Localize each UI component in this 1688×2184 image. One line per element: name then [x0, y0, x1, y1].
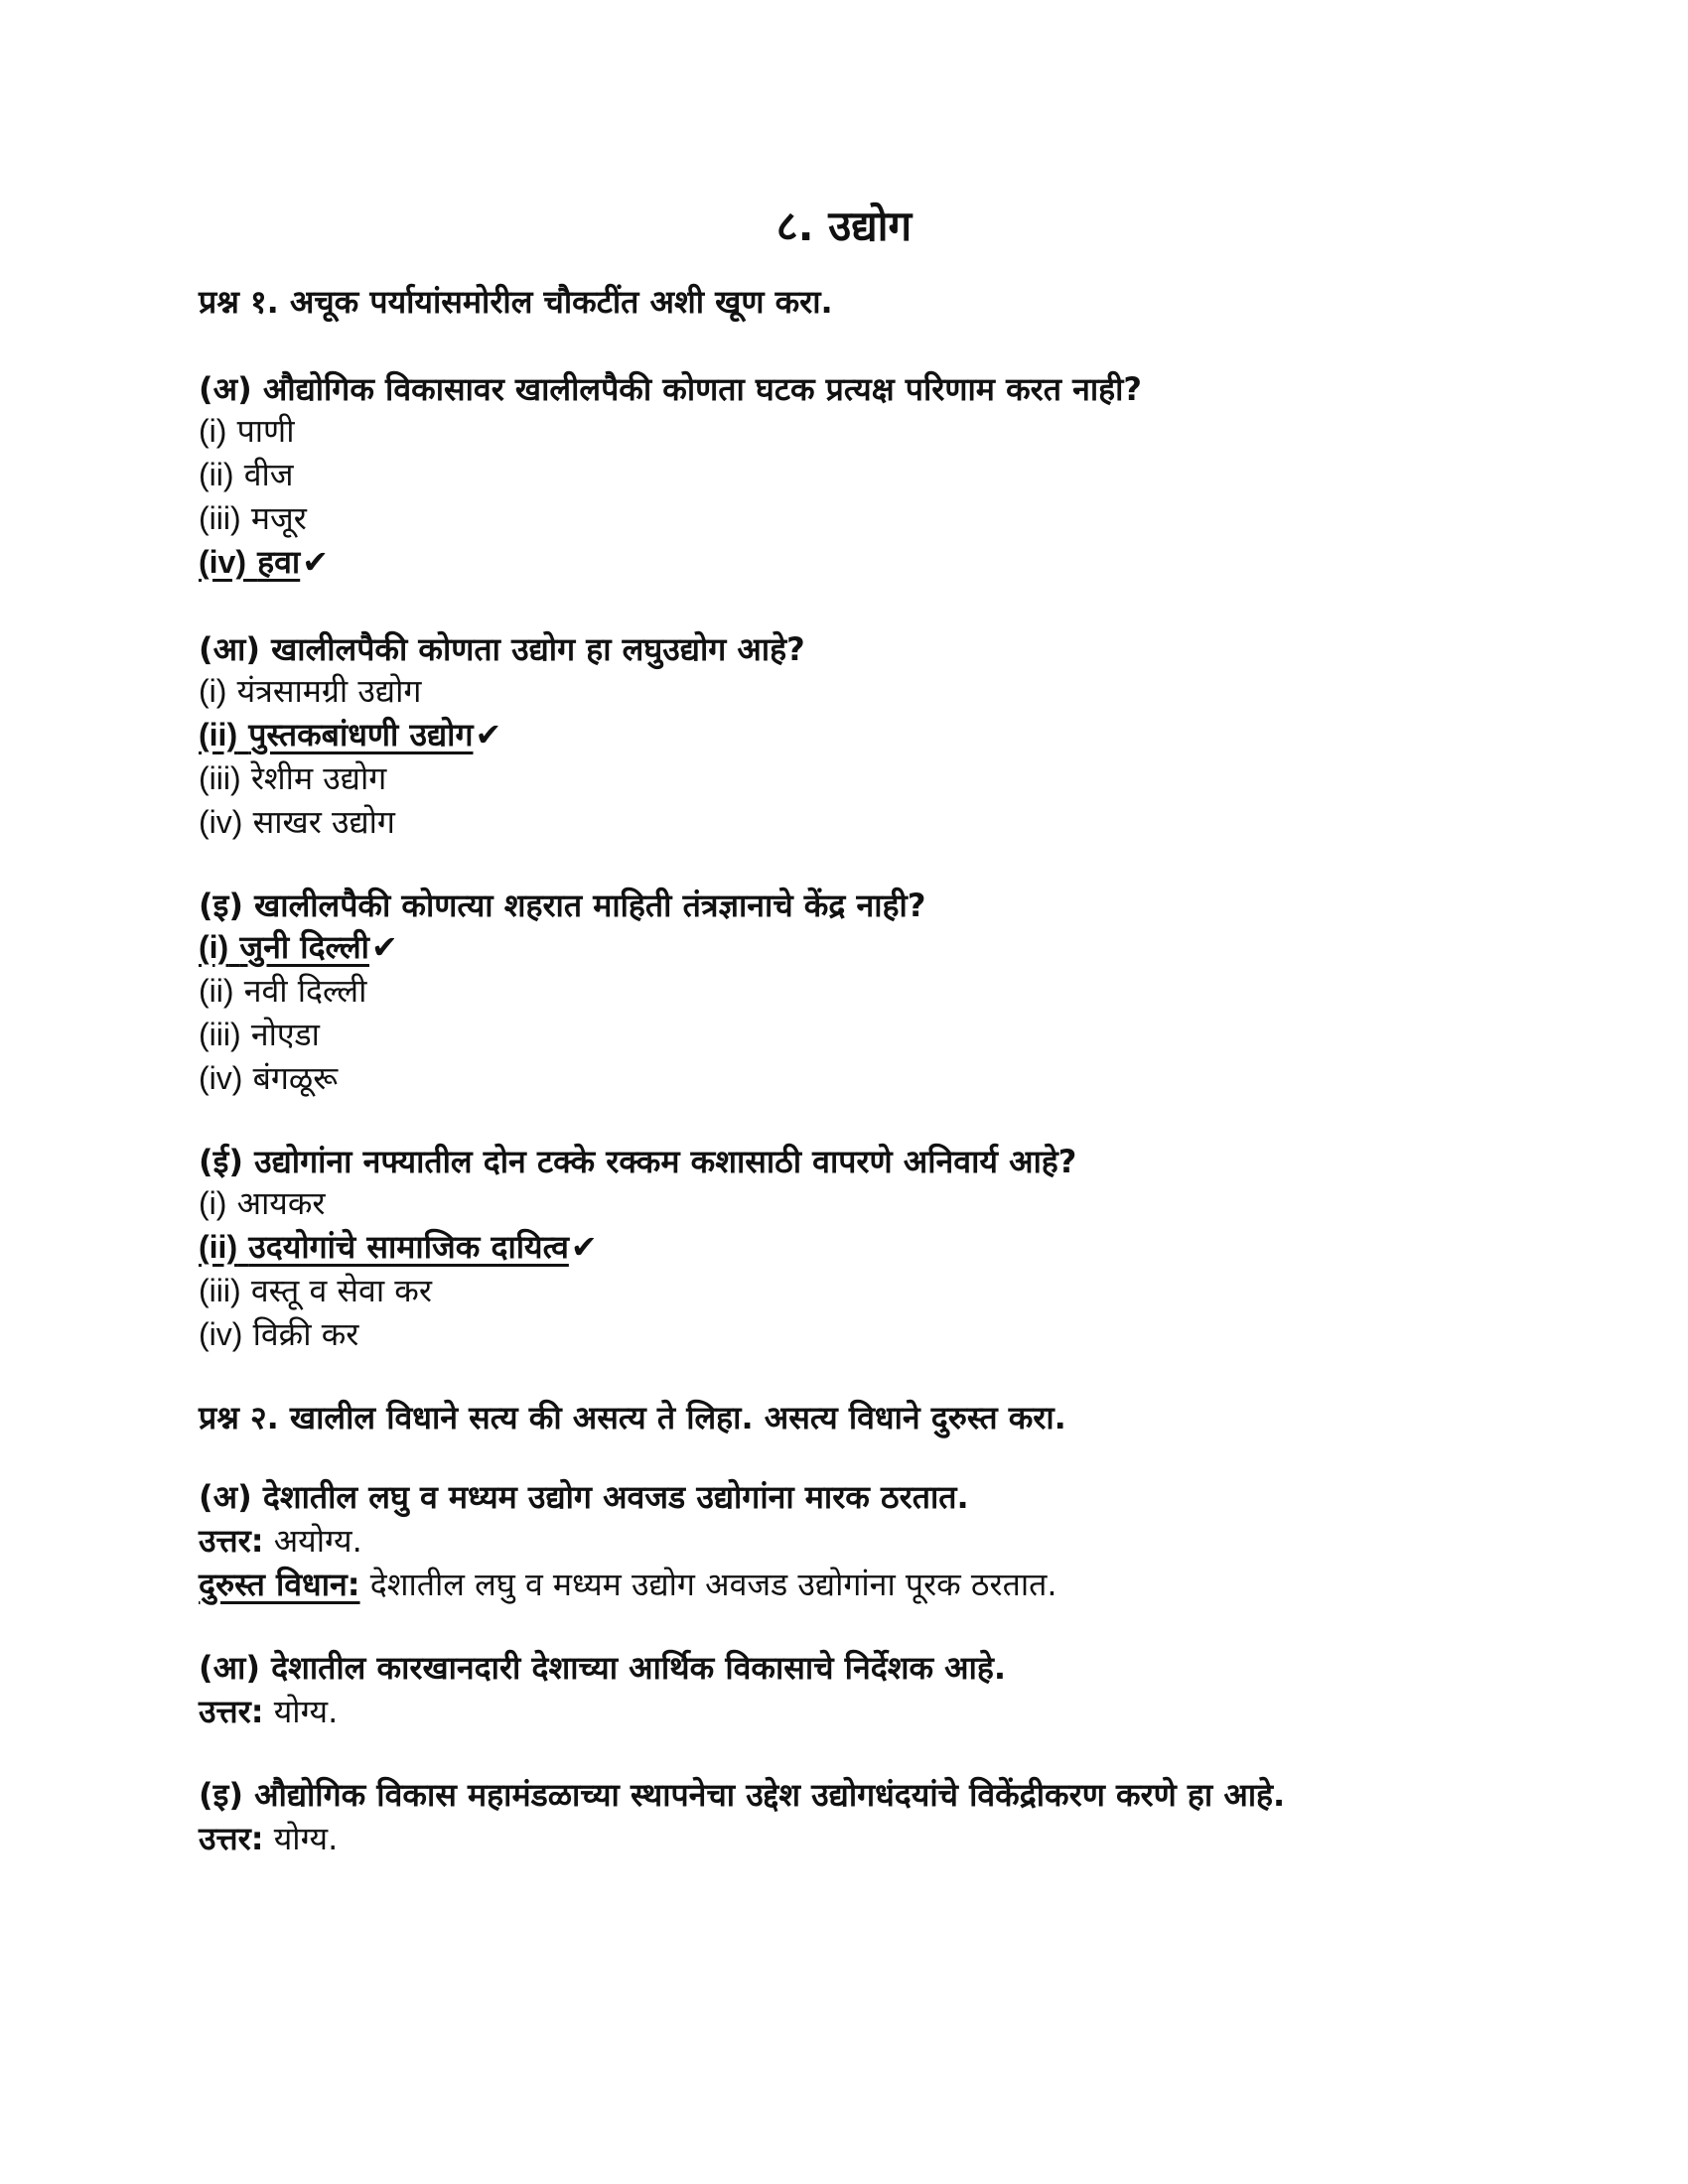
question-1-heading: प्रश्न १. अचूक पर्यायांसमोरील चौकटींत अशी खूण करा. — [199, 283, 833, 321]
q1d-option-1: (i) आयकर — [199, 1184, 326, 1222]
checkmark-icon: ✔ — [475, 716, 502, 753]
checkmark-icon: ✔ — [570, 1228, 598, 1266]
q1c-question: (इ) खालीलपैकी कोणत्या शहरात माहिती तंत्रज्ञानाचे केंद्र नाही? — [199, 887, 926, 924]
q2b-answer: उत्तर: योग्य. — [199, 1693, 339, 1730]
q1a-option-3: (iii) मजूर — [199, 499, 307, 537]
q1b-option-4: (iv) साखर उद्योग — [199, 803, 395, 841]
q1d-question: (ई) उद्योगांना नफ्यातील दोन टक्के रक्कम कशासाठी वापरणे अनिवार्य आहे? — [199, 1143, 1077, 1180]
q2a-correction: दुरुस्त विधान: देशातील लघु व मध्यम उद्योग अवजड उद्योगांना पूरक ठरतात. — [199, 1566, 1057, 1603]
q1d-option-3: (iii) वस्तू व सेवा कर — [199, 1272, 432, 1309]
q1a-option-1: (i) पाणी — [199, 412, 295, 450]
q1a-option-4-correct: (iv) हवा✔ — [199, 543, 330, 581]
q1b-question: (आ) खालीलपैकी कोणता उद्योग हा लघुउद्योग आहे? — [199, 630, 805, 668]
q2c-statement: (इ) औद्योगिक विकास महामंडळाच्या स्थापनेचा उद्देश उद्योगधंदयांचे विकेंद्रीकरण करणे हा आहे. — [199, 1776, 1286, 1814]
q1b-option-2-correct: (ii) पुस्तकबांधणी उद्योग✔ — [199, 716, 502, 753]
page-title: ८. उद्योग — [775, 202, 913, 250]
q1c-option-2: (ii) नवी दिल्ली — [199, 972, 367, 1010]
q2b-statement: (आ) देशातील कारखानदारी देशाच्या आर्थिक विकासाचे निर्देशक आहे. — [199, 1649, 1007, 1687]
q1b-option-1: (i) यंत्रसामग्री उद्योग — [199, 672, 422, 710]
q1d-option-2-correct: (ii) उदयोगांचे सामाजिक दायित्व✔ — [199, 1228, 598, 1266]
q1a-question: (अ) औद्योगिक विकासावर खालीलपैकी कोणता घटक प्रत्यक्ष परिणाम करत नाही? — [199, 370, 1142, 408]
q1b-option-3: (iii) रेशीम उद्योग — [199, 759, 387, 797]
q1c-option-3: (iii) नोएडा — [199, 1016, 320, 1053]
q1a-option-2: (ii) वीज — [199, 456, 294, 493]
q2a-statement: (अ) देशातील लघु व मध्यम उद्योग अवजड उद्योगांना मारक ठरतात. — [199, 1478, 969, 1516]
checkmark-icon: ✔ — [370, 928, 398, 966]
question-2-heading: प्रश्न २. खालील विधाने सत्य की असत्य ते लिहा. असत्य विधाने दुरुस्त करा. — [199, 1399, 1066, 1436]
q2c-answer: उत्तर: योग्य. — [199, 1820, 339, 1857]
q1d-option-4: (iv) विक्री कर — [199, 1315, 359, 1353]
q1c-option-1-correct: (i) जुनी दिल्ली✔ — [199, 928, 398, 966]
checkmark-icon: ✔ — [302, 543, 330, 581]
q1c-option-4: (iv) बंगळूरू — [199, 1059, 339, 1097]
q2a-answer: उत्तर: अयोग्य. — [199, 1522, 362, 1560]
